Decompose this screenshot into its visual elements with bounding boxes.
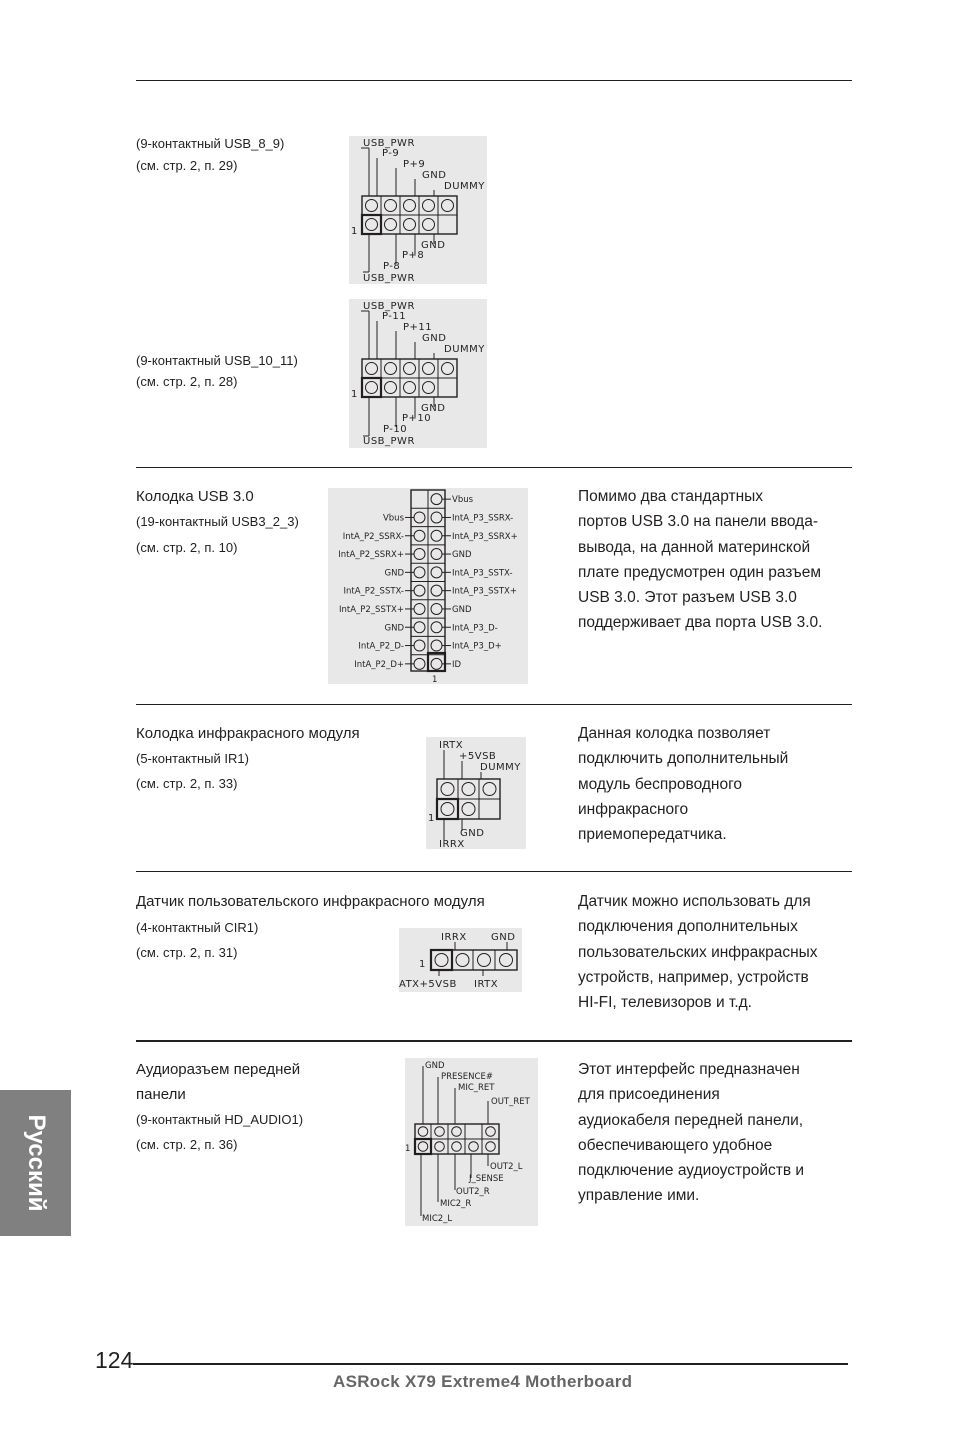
svg-text:GND: GND [460,828,485,839]
usb30-label-left: IntA_P2_SSRX+ [338,550,404,561]
usb30-label-right: IntA_P3_SSTX- [452,568,513,579]
svg-text:IRTX: IRTX [474,979,499,990]
usb30-label-right: IntA_P3_SSTX+ [452,586,518,597]
svg-text:GND: GND [421,240,446,251]
audio-title-line2: панели [136,1086,186,1103]
usb30-pin-left [414,549,425,560]
svg-text:MIC2_L: MIC2_L [422,1214,453,1224]
usb30-pin-left [414,622,425,633]
usb30-pin-right [431,622,442,633]
svg-text:IRRX: IRRX [439,839,465,849]
svg-text:GND: GND [491,932,516,943]
svg-text:P-10: P-10 [383,424,408,435]
svg-text:GND: GND [422,170,447,181]
divider [136,1040,852,1042]
usb30-title: Колодка USB 3.0 [136,488,254,505]
usb30-label-left: IntA_P2_SSRX- [342,531,404,542]
desc-line: подключить дополнительный [578,750,789,768]
desc-line: инфракрасного [578,800,689,818]
usb89-pins: (9-контактный USB_8_9) [136,136,285,151]
svg-text:IRRX: IRRX [441,932,467,943]
ir-description [578,721,853,847]
svg-text:OUT2_L: OUT2_L [490,1162,523,1172]
usb30-ref: (см. стр. 2, п. 10) [136,540,238,555]
svg-text:J_SENSE: J_SENSE [469,1174,504,1184]
svg-text:MIC2_R: MIC2_R [440,1199,472,1209]
language-label: Русский [22,1114,50,1212]
usb30-pin-left [414,640,425,651]
audio-description [578,1057,853,1209]
usb30-pin-right [431,567,442,578]
usb30-pin-left [414,603,425,614]
svg-text:DUMMY: DUMMY [480,762,521,773]
svg-text:P+11: P+11 [403,322,433,333]
cir-title: Датчик пользовательского инфракрасного модуля [136,893,485,910]
svg-text:DUMMY: DUMMY [444,181,485,192]
svg-text:1: 1 [405,1144,411,1154]
usb30-label-right: IntA_P3_D- [452,623,498,634]
usb30-pin-left [414,585,425,596]
usb30-pins: (19-контактный USB3_2_3) [136,514,299,529]
desc-line: Датчик можно использовать для [578,893,811,910]
page-number: 124 [95,1347,134,1373]
audio-title-line1: Аудиоразъем передней [136,1061,301,1078]
desc-line: Помимо два стандартных [578,488,764,505]
usb30-pin-left [414,512,425,523]
usb30-pin-left [414,567,425,578]
usb30-pin-left [414,658,425,669]
desc-line: для присоединения [578,1086,720,1104]
desc-line: управление ими. [578,1187,700,1205]
desc-line: подключение аудиоустройств и [578,1162,805,1180]
usb30-pin-right [431,494,442,505]
usb30-pin-right [431,603,442,614]
svg-text:P+8: P+8 [402,250,425,261]
svg-text:MIC_RET: MIC_RET [458,1083,495,1093]
usb30-description [578,484,853,636]
usb30-pin-right [431,640,442,651]
svg-text:P+10: P+10 [402,413,432,424]
desc-line: вывода, на данной материнской [578,538,811,556]
divider [136,704,852,705]
desc-line: модуль беспроводного [578,775,743,793]
usb30-diagram [328,488,528,684]
usb30-label-right: ID [452,659,462,670]
usb30-label-left: GND [384,568,404,579]
divider [136,871,852,872]
svg-text:ATX+5VSB: ATX+5VSB [399,979,457,990]
usb30-label-left: Vbus [382,513,404,524]
usb89-ref: (см. стр. 2, п. 29) [136,158,238,173]
svg-text:GND: GND [421,403,446,414]
divider [136,467,852,468]
desc-line: Данная колодка позволяет [578,725,771,742]
usb30-pin-right [431,549,442,560]
desc-line: пользовательских инфракрасных [578,943,818,961]
ir-pins: (5-контактный IR1) [136,751,249,766]
svg-text:DUMMY: DUMMY [444,344,485,355]
audio-diagram [405,1058,538,1226]
usb89-diagram [349,136,487,284]
cir-ref: (см. стр. 2, п. 31) [136,945,238,960]
usb30-pin-right [431,658,442,669]
usb30-label-left: GND [384,623,404,634]
usb30-label-right: Vbus [452,495,474,506]
svg-text:OUT2_R: OUT2_R [456,1187,490,1197]
usb30-label-left: IntA_P2_D+ [354,659,404,670]
desc-line: Этот интерфейс предназначен [578,1061,800,1078]
usb1011-diagram [349,299,487,448]
svg-text:USB_PWR: USB_PWR [363,138,415,149]
svg-text:OUT_RET: OUT_RET [491,1097,530,1107]
usb1011-ref: (см. стр. 2, п. 28) [136,374,238,389]
svg-text:P-8: P-8 [383,261,401,272]
desc-line: устройств, например, устройств [578,968,809,986]
footer-title: ASRock X79 Extreme4 Motherboard [333,1372,633,1391]
svg-text:1: 1 [419,959,426,970]
language-side-tab [0,1090,71,1236]
desc-line: аудиокабеля передней панели, [578,1111,804,1129]
usb30-pin-right [431,530,442,541]
usb30-label-right: IntA_P3_SSRX+ [452,531,518,542]
usb30-label-right: IntA_P3_D+ [452,641,502,652]
svg-text:1: 1 [432,675,438,684]
usb1011-pins: (9-контактный USB_10_11) [136,353,298,368]
desc-line: приемопередатчика. [578,826,727,844]
svg-text:USB_PWR: USB_PWR [363,301,415,312]
svg-text:PRESENCE#: PRESENCE# [441,1072,493,1082]
svg-text:1: 1 [428,813,435,824]
desc-line: плате предусмотрен один разъем [578,563,822,581]
usb30-label-left: IntA_P2_D- [358,641,404,652]
svg-text:1: 1 [351,389,358,400]
cir-pins: (4-контактный CIR1) [136,920,259,935]
svg-text:IRTX: IRTX [439,740,464,751]
audio-pins: (9-контактный HD_AUDIO1) [136,1112,304,1127]
svg-text:USB_PWR: USB_PWR [363,436,415,447]
desc-line: портов USB 3.0 на панели ввода- [578,513,818,531]
audio-ref: (см. стр. 2, п. 36) [136,1137,238,1152]
usb30-pin-right [431,512,442,523]
footer-rule [133,1363,848,1365]
svg-text:USB_PWR: USB_PWR [363,273,415,284]
svg-text:P-9: P-9 [382,148,400,159]
desc-line: поддерживает два порта USB 3.0. [578,614,823,632]
svg-text:1: 1 [351,226,358,237]
usb30-label-right: GND [452,604,472,615]
usb30-pin-left [414,530,425,541]
ir-ref: (см. стр. 2, п. 33) [136,776,238,791]
svg-text:P-11: P-11 [382,311,407,322]
cir-diagram [399,928,522,992]
usb30-label-right: IntA_P3_SSRX- [452,513,514,524]
cir-description [578,889,853,1015]
svg-text:+5VSB: +5VSB [459,751,497,762]
usb30-label-left: IntA_P2_SSTX- [343,586,404,597]
ir-title: Колодка инфракрасного модуля [136,725,360,742]
desc-line: подключения дополнительных [578,918,798,936]
top-rule [136,80,852,81]
ir-diagram [426,737,526,849]
desc-line: HI-FI, телевизоров и т.д. [578,994,752,1012]
usb30-label-right: GND [452,550,472,561]
svg-text:P+9: P+9 [403,159,426,170]
desc-line: USB 3.0. Этот разъем USB 3.0 [578,589,797,607]
svg-text:GND: GND [422,333,447,344]
usb30-pin-right [431,585,442,596]
svg-text:GND: GND [425,1061,445,1071]
desc-line: обеспечивающего удобное [578,1136,773,1154]
usb30-label-left: IntA_P2_SSTX+ [338,604,404,615]
